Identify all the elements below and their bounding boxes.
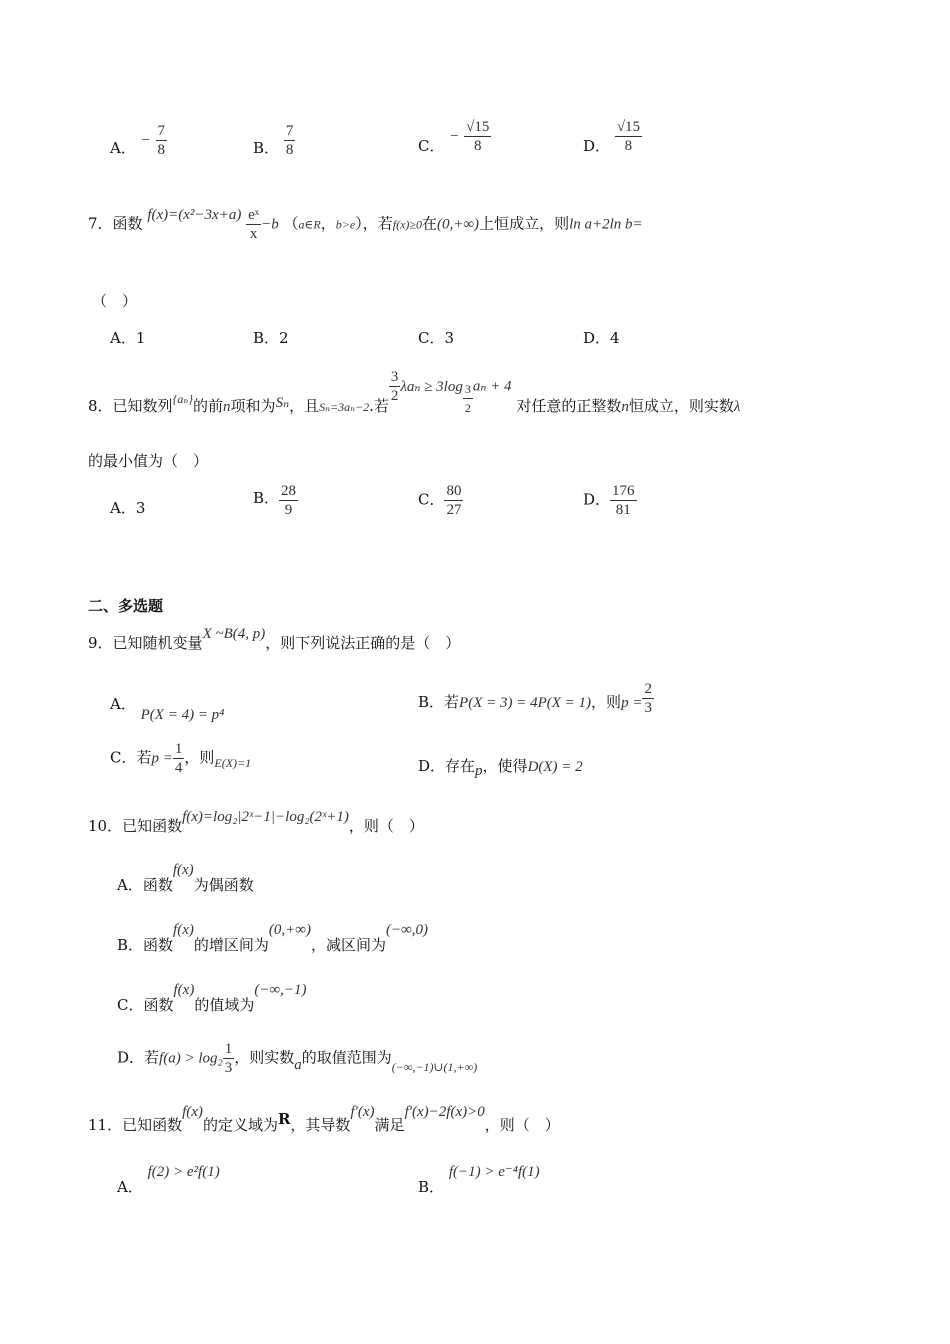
q11-cond: f′(x)−2f(x)>0 xyxy=(404,1104,485,1120)
q8-lambda: λ xyxy=(733,398,741,415)
q11-number: 11． xyxy=(88,1116,123,1134)
q11-b-expr: f(−1) > e⁻⁴f(1) xyxy=(448,1164,540,1180)
q10-number: 10． xyxy=(88,817,123,835)
q7-option-c: C．3 xyxy=(418,329,455,347)
q8-b-frac: $\frac{28}{9}$ xyxy=(281,483,297,518)
q8-text4: ，且 xyxy=(289,396,320,415)
q9-b-p: p = xyxy=(621,694,643,711)
q11-option-b: B． f(−1) > e⁻⁴f(1) xyxy=(418,1164,540,1196)
q6-option-a-label: A． xyxy=(110,138,136,157)
q8-c-frac: $\frac{80}{27}$ xyxy=(446,483,462,518)
q8-text6: 对任意的正整数 xyxy=(516,396,622,415)
q10-b-i2: (−∞,0) xyxy=(385,922,429,938)
q10-a-f: f(x) xyxy=(172,862,194,878)
q9-stem xyxy=(88,622,461,652)
q7-text3: 在 xyxy=(421,214,437,233)
q11-a-expr: f(2) > e²f(1) xyxy=(147,1164,220,1180)
q9-d-expr: D(X) = 2 xyxy=(527,759,583,775)
q7-cond-sep: ， xyxy=(320,214,336,233)
q9-rv: X ~B(4, p) xyxy=(202,626,266,642)
q6-b-frac: $\frac{7}{8}$ xyxy=(285,123,294,158)
q10-option-d: D．若f(a) > log₂ $\frac{1}{3}$ ，则实数a的取值范围为$_{(-\infty,-1)\cup(1,+\infty)}$ xyxy=(117,1041,478,1076)
q9-number: 9． xyxy=(88,634,113,652)
q11-R: R xyxy=(277,1110,291,1128)
q10-stem: 10．已知函数f(x)=log₂|2ˣ−1|−log₂(2ˣ+1)，则（ ） xyxy=(88,809,424,835)
q7-expr: ln a+2ln b= xyxy=(569,216,643,233)
q9-a-expr: P(X = 4) = p⁴ xyxy=(140,707,225,723)
q8-option-b: B． $\frac{28}{9}$ xyxy=(253,483,297,518)
q6-c-sign: − xyxy=(449,128,460,145)
q7-cond-open: （ xyxy=(283,214,299,233)
q10-d-a: a xyxy=(294,1056,302,1073)
q10-d-expr: f(a) > log₂ xyxy=(159,1050,223,1067)
q8-sn: Sₙ xyxy=(275,394,290,411)
q8-option-a: A．3 xyxy=(110,499,146,517)
q7-text: 函数 xyxy=(112,214,143,233)
q8-line2: 的最小值为（ ） xyxy=(88,452,209,470)
q7-text2: ，若 xyxy=(362,214,393,233)
q7-bracket: （ ） xyxy=(92,292,138,310)
q7-option-a: A．1 xyxy=(110,329,146,347)
q8-text7: 恒成立，则实数 xyxy=(628,396,734,415)
q11-stem: 11．已知函数f(x)的定义域为R，其导数f′(x)满足f′(x)−2f(x)>0，则（ ） xyxy=(88,1104,560,1134)
q6-option-c xyxy=(418,118,491,155)
q8-option-d: D． $\frac{176}{81}$ xyxy=(583,483,635,518)
q6-option-d xyxy=(583,118,642,155)
q10-func: f(x)=log₂|2ˣ−1|−log₂(2ˣ+1) xyxy=(182,809,349,825)
q8-n2: n xyxy=(621,398,629,415)
q9-c-expr: E(X)=1 xyxy=(214,755,252,770)
q8-ineq: λaₙ ≥ 3log xyxy=(400,378,463,395)
q7-stem xyxy=(88,206,643,243)
q8-text2: 的前 xyxy=(193,396,224,415)
q10-option-b: B．函数f(x)的增区间为(0,+∞)，减区间为(−∞,0) xyxy=(117,922,429,954)
q9-d-p: p xyxy=(475,763,483,779)
q10-b-f: f(x) xyxy=(173,922,194,938)
q6-d-frac: $\frac{√15}{8}$ xyxy=(616,119,641,154)
q8-d-frac: $\frac{176}{81}$ xyxy=(612,483,635,518)
q8-log-base: $\frac{3}{2}$ xyxy=(464,382,471,415)
q10-c-f: f(x) xyxy=(173,982,195,998)
q8-number: 8． xyxy=(88,396,113,415)
q6-a-sign: − xyxy=(140,132,151,149)
q7-option-b: B．2 xyxy=(253,329,289,347)
q6-a-frac: $\frac{7}{8}$ xyxy=(157,123,166,158)
q10-option-a: A．函数f(x)为偶函数 xyxy=(117,862,254,894)
q7-option-d: D．4 xyxy=(583,329,620,347)
q9-c-p: p = xyxy=(151,750,173,767)
q10-c-i: (−∞,−1) xyxy=(254,982,307,998)
q6-option-d-label: D． xyxy=(583,136,611,155)
q8-text1: 已知数列 xyxy=(112,396,173,415)
q10-d-frac: $\frac{1}{3}$ xyxy=(224,1041,233,1076)
q7-frac: $\frac{\text{eˣ}}{x}$ xyxy=(248,207,260,242)
q6-option-c-label: C． xyxy=(418,136,445,155)
q11-option-a: A． f(2) > e²f(1) xyxy=(117,1164,220,1196)
q8-text3: 项和为 xyxy=(230,396,276,415)
q8-seq: {aₙ} xyxy=(172,391,194,406)
q10-d-range: (−∞,−1)∪(1,+∞) xyxy=(391,1059,478,1074)
q7-cond2: b>e xyxy=(335,217,356,232)
q8-n1: n xyxy=(223,398,231,415)
q8-stem xyxy=(88,368,741,415)
q10-option-c: C．函数f(x)的值域为(−∞,−1) xyxy=(117,982,307,1014)
q8-option-c: C． $\frac{80}{27}$ xyxy=(418,483,462,518)
q11-f: f(x) xyxy=(182,1104,203,1120)
q7-func-tail: −b xyxy=(261,216,279,233)
q7-cond1: a∈R xyxy=(298,217,321,232)
q9-option-a: A． P(X = 4) = p⁴ xyxy=(110,695,225,723)
q9-c-frac: $\frac{1}{4}$ xyxy=(174,741,183,776)
q8-ineq-tail: aₙ + 4 xyxy=(472,378,512,395)
q9-option-c: C．若p = $\frac{1}{4}$ ，则$_{E(X)=1}$ xyxy=(110,741,252,776)
q6-option-b-label: B． xyxy=(253,138,280,157)
q7-ineq: f(x)≥0 xyxy=(392,217,422,232)
q10-b-i1: (0,+∞) xyxy=(268,922,311,938)
q8-text5: .若 xyxy=(369,396,389,415)
q9-text2: ，则下列说法正确的是（ ） xyxy=(265,634,461,652)
q6-c-frac: $\frac{√15}{8}$ xyxy=(466,119,490,154)
q11-fp: f′(x) xyxy=(350,1104,375,1120)
q9-b-frac: $\frac{2}{3}$ xyxy=(644,681,652,716)
q7-func: f(x)=(x²−3x+a) xyxy=(147,206,242,223)
q7-text4: 上恒成立，则 xyxy=(479,214,570,233)
q7-interval: (0,+∞) xyxy=(437,216,480,233)
q9-option-b: B．若P(X = 3) = 4P(X = 1)，则p = $\frac{2}{3}$ xyxy=(418,681,652,716)
q7-cond-close: ） xyxy=(355,214,363,233)
q9-b-expr: P(X = 3) = 4P(X = 1) xyxy=(459,694,592,711)
q6-option-a xyxy=(110,122,167,159)
q7-number: 7． xyxy=(88,214,113,233)
section-heading: 二、多选题 xyxy=(88,597,164,615)
q9-option-d: D．存在p，使得D(X) = 2 xyxy=(418,757,583,779)
q8-ineq-frac: $\frac{3}{2}$ xyxy=(390,369,399,404)
q8-rel: Sₙ=3aₙ−2 xyxy=(319,399,370,414)
q9-text1: 已知随机变量 xyxy=(112,634,203,652)
q6-option-b xyxy=(253,122,295,159)
